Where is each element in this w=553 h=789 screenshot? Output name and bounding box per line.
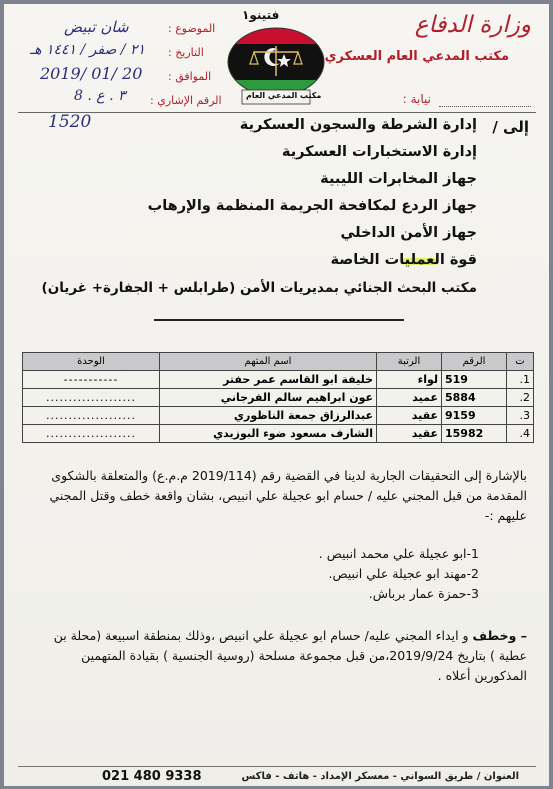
recipient-item: جهاز الأمن الداخلي bbox=[340, 225, 477, 241]
subject-label: الموضوع : bbox=[168, 22, 216, 35]
victim-item: 1-ابو عجيلة علي محمد انبيص . bbox=[318, 546, 479, 561]
reference-label: الرقم الإشاري : bbox=[150, 94, 222, 107]
corresponding-value: 2019/ 01/ 20 bbox=[40, 64, 143, 83]
date-label: التاريخ : bbox=[168, 46, 204, 59]
row-name: الشارف مسعود ضوء البوزيدي bbox=[160, 425, 377, 443]
row-unit: .................... bbox=[23, 407, 160, 425]
emblem-caption: مكتب المدعي العام bbox=[246, 91, 322, 100]
row-name: خليفة ابو القاسم عمر حفتر bbox=[160, 371, 377, 389]
table-row bbox=[23, 407, 534, 425]
to-label: إلى / bbox=[492, 118, 529, 136]
paragraph-kidnapping bbox=[27, 626, 527, 686]
recipients-rule bbox=[154, 319, 404, 321]
table-header-row bbox=[23, 353, 534, 371]
header-divider bbox=[18, 112, 536, 113]
recipient-item: مكتب البحث الجنائي بمديريات الأمن (طرابلس + الجفارة+ غريان) bbox=[41, 280, 477, 296]
row-index: 1. bbox=[507, 371, 534, 389]
table-row bbox=[23, 371, 534, 389]
row-unit: .................... bbox=[23, 389, 160, 407]
kidnapping-text: و ايداء المجني عليه/ حسام ابو عجيلة علي انبيص ،وذلك بمنطقة اسبيعة (محلة بن عطية ) بتاريخ 2019/9/24،من قبل مجموعة مسلحة (روسية الجنسية ) بقيادة المتهمين المذكورين أعلاه . bbox=[53, 628, 527, 683]
accused-table bbox=[22, 352, 534, 443]
row-rank: لواء bbox=[377, 371, 442, 389]
row-number: 519 bbox=[442, 371, 507, 389]
row-number: 5884 bbox=[442, 389, 507, 407]
branch-label: نيابة : bbox=[402, 92, 431, 106]
row-index: 4. bbox=[507, 425, 534, 443]
table-row bbox=[23, 425, 534, 443]
row-name: عون ابراهيم سالم الفرجاني bbox=[160, 389, 377, 407]
row-number: 15982 bbox=[442, 425, 507, 443]
victim-item: 2-مهند ابو عجيلة علي انبيص. bbox=[328, 566, 479, 581]
handwritten-number: 1520 bbox=[48, 112, 92, 132]
branch-line bbox=[439, 106, 531, 107]
row-rank: عميد bbox=[377, 389, 442, 407]
ministry-name: وزارة الدفاع bbox=[414, 12, 531, 38]
table-header: الوحدة bbox=[23, 353, 160, 371]
recipient-item: جهاز المخابرات الليبية bbox=[320, 171, 477, 187]
table-header: ت bbox=[507, 353, 534, 371]
date-value: ٢١ / صفر / ١٤٤١ هـ bbox=[30, 42, 145, 58]
subject-value: شان تبيض bbox=[64, 18, 129, 36]
footer-divider bbox=[18, 766, 536, 767]
paragraph-reference: بالإشارة إلى التحقيقات الجارية لدينا في القضية رقم (2019/114 م.م.ع) والمتعلقة بالشكوى المقدمة من قبل المجني عليه / حسام ابو عجيلة علي انبيص، بشان واقعة خطف وقتل المجني عليهم :- bbox=[49, 468, 527, 523]
table-header: اسم المتهم bbox=[160, 353, 377, 371]
footer-phone: 021 480 9338 bbox=[102, 769, 202, 784]
row-rank: عقيد bbox=[377, 407, 442, 425]
recipient-item: جهاز الردع لمكافحة الجريمة المنظمة والإرهاب bbox=[147, 198, 477, 214]
victims-list bbox=[179, 544, 479, 604]
row-number: 9159 bbox=[442, 407, 507, 425]
row-unit: ----------- bbox=[23, 371, 160, 389]
document-page bbox=[4, 4, 549, 786]
victim-item: 3-حمزة عمار برباش. bbox=[368, 586, 479, 601]
row-index: 2. bbox=[507, 389, 534, 407]
kidnapping-lead: – وخطف bbox=[472, 628, 527, 643]
row-name: عبدالرزاق جمعة الناظوري bbox=[160, 407, 377, 425]
reference-value: ٣ . ع . 8 bbox=[74, 88, 126, 104]
row-index: 3. bbox=[507, 407, 534, 425]
corresponding-label: الموافق : bbox=[168, 70, 212, 83]
recipient-item: قوة العمليات الخاصة bbox=[330, 252, 477, 268]
table-header: الرقم bbox=[442, 353, 507, 371]
emblem-top-text: فتينو١ bbox=[242, 8, 280, 22]
table-row bbox=[23, 389, 534, 407]
footer-address: العنوان / طريق السواني - معسكر الإمداد - هاتف - فاكس bbox=[241, 771, 519, 782]
row-rank: عقيد bbox=[377, 425, 442, 443]
recipient-item: إدارة الشرطة والسجون العسكرية bbox=[239, 117, 477, 133]
table-header: الرتبة bbox=[377, 353, 442, 371]
recipient-item: إدارة الاستخبارات العسكرية bbox=[281, 144, 477, 160]
row-unit: .................... bbox=[23, 425, 160, 443]
office-name: مكتب المدعي العام العسكري bbox=[324, 49, 509, 64]
